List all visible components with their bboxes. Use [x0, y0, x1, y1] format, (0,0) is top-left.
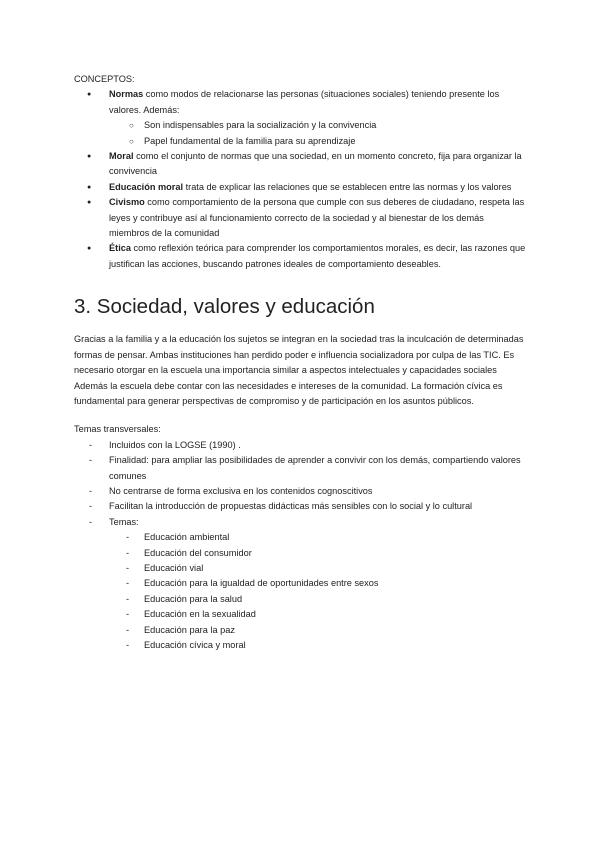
document-page: [74, 72, 526, 653]
sub-item: ○ Papel fundamental de la familia para su aprendizaje: [109, 134, 526, 149]
concept-item: [74, 180, 526, 195]
transversal-item: - Finalidad: para ampliar las posibilidades de aprender a convivir con los demás, compartiendo valores comunes: [74, 453, 526, 484]
concept-text: como comportamiento de la persona que cumple con sus deberes de ciudadano, respeta las leyes y contribuye así al funcionamiento correcto de la sociedad y al bienestar de los demás miembros de la comunidad: [109, 197, 525, 239]
concept-term: Ética: [109, 243, 131, 254]
concept-term: Normas: [109, 89, 144, 100]
topic-item: - Educación cívica y moral: [109, 638, 526, 653]
topic-item: - Educación para la igualdad de oportunidades entre sexos: [109, 576, 526, 591]
concept-term: Moral: [109, 151, 134, 162]
concept-term: Educación moral: [109, 181, 184, 192]
concept-text: trata de explicar las relaciones que se establecen entre las normas y los valores: [183, 181, 512, 192]
spacer: [74, 409, 526, 422]
concept-item: [74, 87, 526, 149]
topic-item: - Educación del consumidor: [109, 546, 526, 561]
concept-item: [74, 149, 526, 180]
topic-item: - Educación para la paz: [109, 623, 526, 638]
concept-text: como reflexión teórica para comprender los comportamientos morales, es decir, las razones que justifican las acciones, buscando patrones ideales de comportamiento deseables.: [109, 243, 526, 269]
topic-item: - Educación en la sexualidad: [109, 607, 526, 622]
concepts-list: [74, 87, 526, 272]
section-heading: 3. Sociedad, valores y educación: [74, 295, 375, 319]
normas-sublist: [109, 118, 526, 149]
concept-item: [74, 195, 526, 241]
transversal-item: - Incluidos con la LOGSE (1990) .: [74, 438, 526, 453]
transversal-item: - No centrarse de forma exclusiva en los contenidos cognoscitivos: [74, 484, 526, 499]
transversal-item: [74, 515, 526, 654]
concept-text: como el conjunto de normas que una sociedad, en un momento concreto, fija para organizar la convivencia: [109, 151, 522, 177]
transversal-list: [74, 438, 526, 654]
topics-label: Temas:: [109, 516, 139, 527]
concept-item: [74, 241, 526, 272]
section-paragraph: Además la escuela debe contar con las necesidades e intereses de la comunidad. La formación cívica es fundamental para generar perspectivas de compromiso y de participación en los asuntos públicos.: [74, 380, 503, 406]
concept-text: como modos de relacionarse las personas (situaciones sociales) teniendo presente los valores. Además:: [109, 89, 500, 115]
topic-item: - Educación ambiental: [109, 530, 526, 545]
transversal-label: Temas transversales:: [74, 424, 161, 435]
topic-item: - Educación vial: [109, 561, 526, 576]
transversal-item: - Facilitan la introducción de propuestas didácticas más sensibles con lo social y lo cultural: [74, 499, 526, 514]
sub-item: ○ Son indispensables para la socialización y la convivencia: [109, 118, 526, 133]
concept-term: Civismo: [109, 197, 145, 208]
topics-list: [109, 530, 526, 653]
topic-item: - Educación para la salud: [109, 592, 526, 607]
concepts-label: CONCEPTOS:: [74, 74, 135, 84]
section-paragraph: Gracias a la familia y a la educación los sujetos se integran en la sociedad tras la inculcación de determinadas formas de pensar. Ambas instituciones han perdido poder e influencia socializadora por culpa de las TIC. Es necesario otorgar en la escuela una importancia similar a aspectos intelectuales y capacidades sociales: [74, 334, 524, 376]
